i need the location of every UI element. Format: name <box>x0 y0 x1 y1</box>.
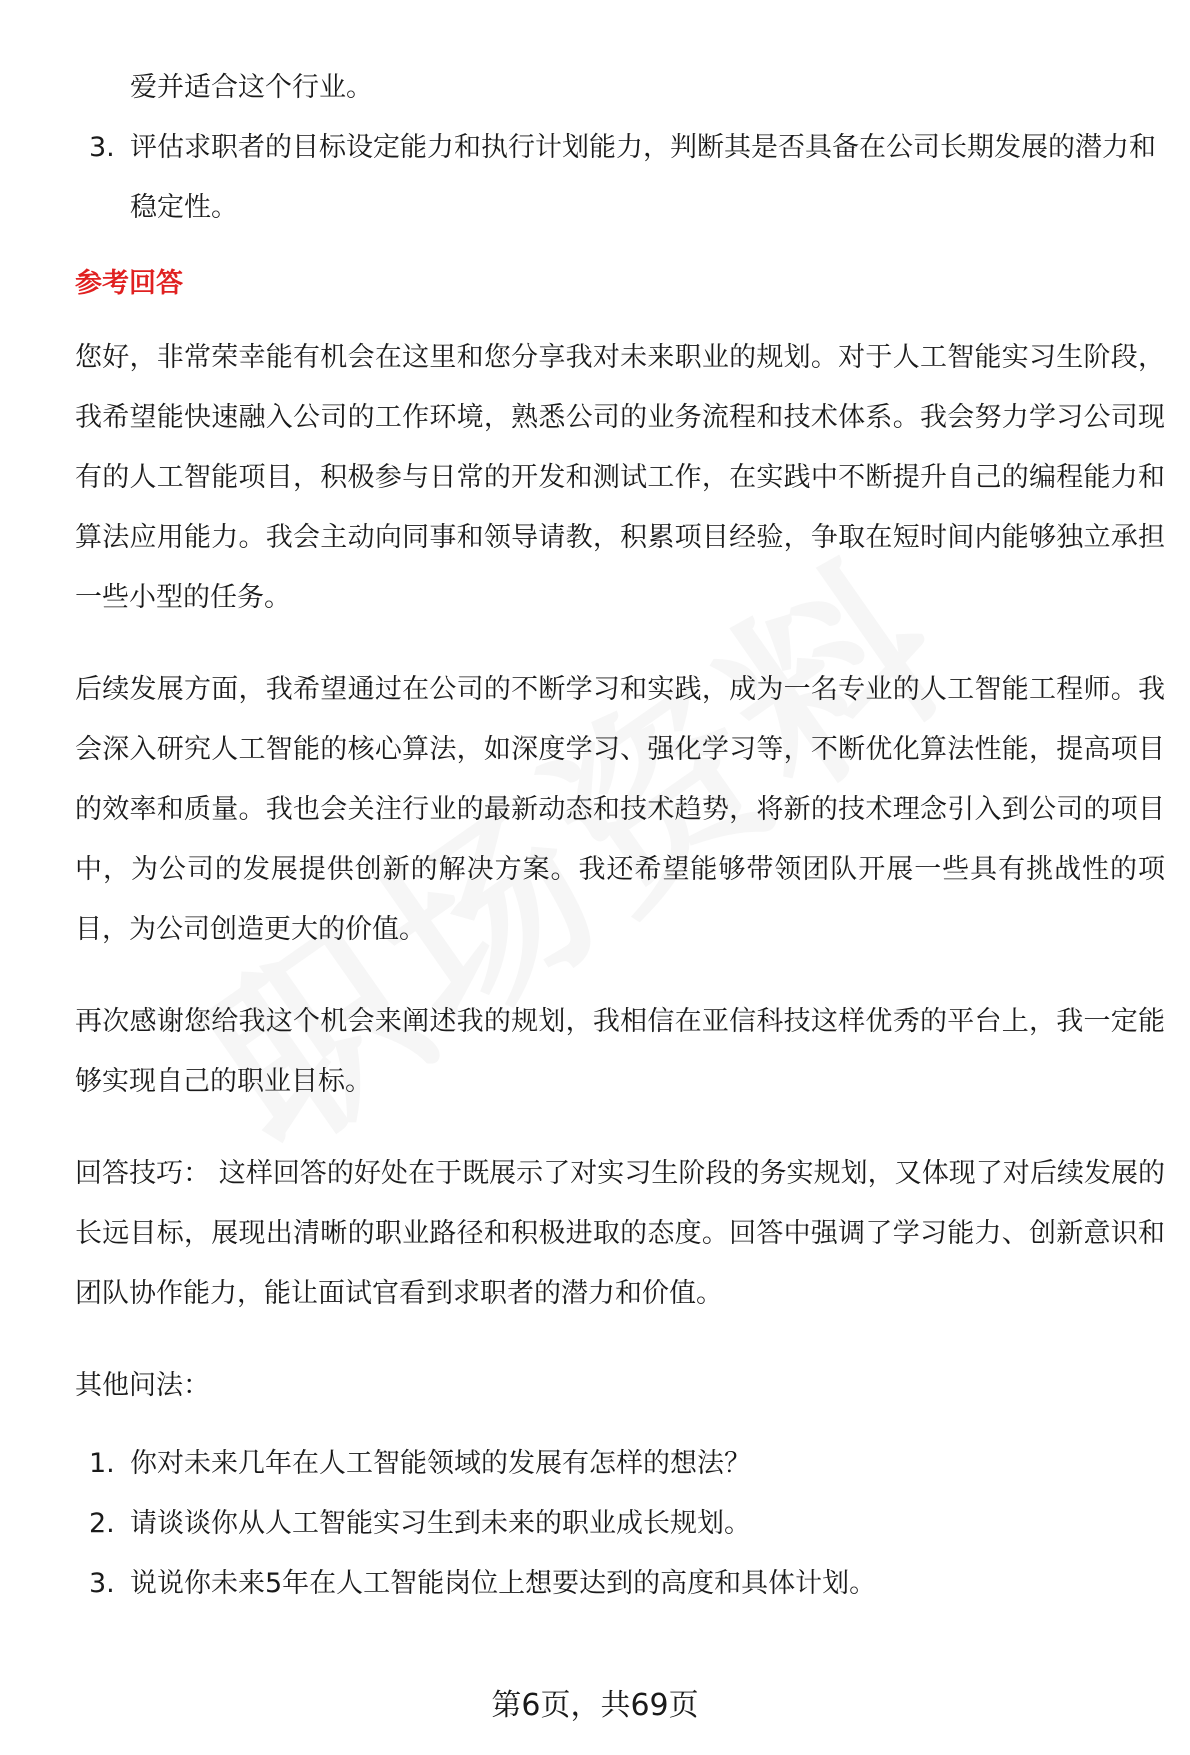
list-item <box>75 1494 1165 1554</box>
tips-paragraph: 回答技巧： 这样回答的好处在于既展示了对实习生阶段的务实规划，又体现了对后续发展的长远目标，展现出清晰的职业路径和积极进取的态度。回答中强调了学习能力、创新意识和团队协作能力，能让面试官看到求职者的潜力和价值。 <box>75 1158 1165 1309</box>
other-questions-label: 其他问法： <box>75 1370 210 1401</box>
list-number: 1. <box>89 1448 115 1479</box>
answer-paragraph-3: 再次感谢您给我这个机会来阐述我的规划，我相信在亚信科技这样优秀的平台上，我一定能够实现自己的职业目标。 <box>75 1006 1165 1097</box>
top-list <box>75 118 1165 238</box>
list-text: 请谈谈你从人工智能实习生到未来的职业成长规划。 <box>130 1508 751 1539</box>
list-text: 说说你未来5年在人工智能岗位上想要达到的高度和具体计划。 <box>130 1568 877 1599</box>
list-number: 3. <box>89 132 115 163</box>
list-item <box>75 1434 1165 1494</box>
list-continuation: 爱并适合这个行业。 <box>130 72 373 103</box>
section-heading: 参考回答 <box>75 268 183 299</box>
other-questions-list <box>75 1434 1165 1614</box>
answer-paragraph-1: 您好，非常荣幸能有机会在这里和您分享我对未来职业的规划。对于人工智能实习生阶段，我希望能快速融入公司的工作环境，熟悉公司的业务流程和技术体系。我会努力学习公司现有的人工智能项目，积极参与日常的开发和测试工作，在实践中不断提升自己的编程能力和算法应用能力。我会主动向同事和领导请教，积累项目经验，争取在短时间内能够独立承担一些小型的任务。 <box>75 342 1165 613</box>
list-number: 3. <box>89 1568 115 1599</box>
list-item <box>75 118 1165 238</box>
page-footer: 第6页，共69页 <box>491 1688 699 1723</box>
list-number: 2. <box>89 1508 115 1539</box>
page-content <box>75 58 1165 1614</box>
list-item <box>75 1554 1165 1614</box>
answer-paragraph-2: 后续发展方面，我希望通过在公司的不断学习和实践，成为一名专业的人工智能工程师。我会深入研究人工智能的核心算法，如深度学习、强化学习等，不断优化算法性能，提高项目的效率和质量。我也会关注行业的最新动态和技术趋势，将新的技术理念引入到公司的项目中，为公司的发展提供创新的解决方案。我还希望能够带领团队开展一些具有挑战性的项目，为公司创造更大的价值。 <box>75 674 1165 945</box>
list-text: 你对未来几年在人工智能领域的发展有怎样的想法？ <box>130 1448 751 1479</box>
list-text: 评估求职者的目标设定能力和执行计划能力，判断其是否具备在公司长期发展的潜力和稳定性。 <box>130 132 1156 223</box>
